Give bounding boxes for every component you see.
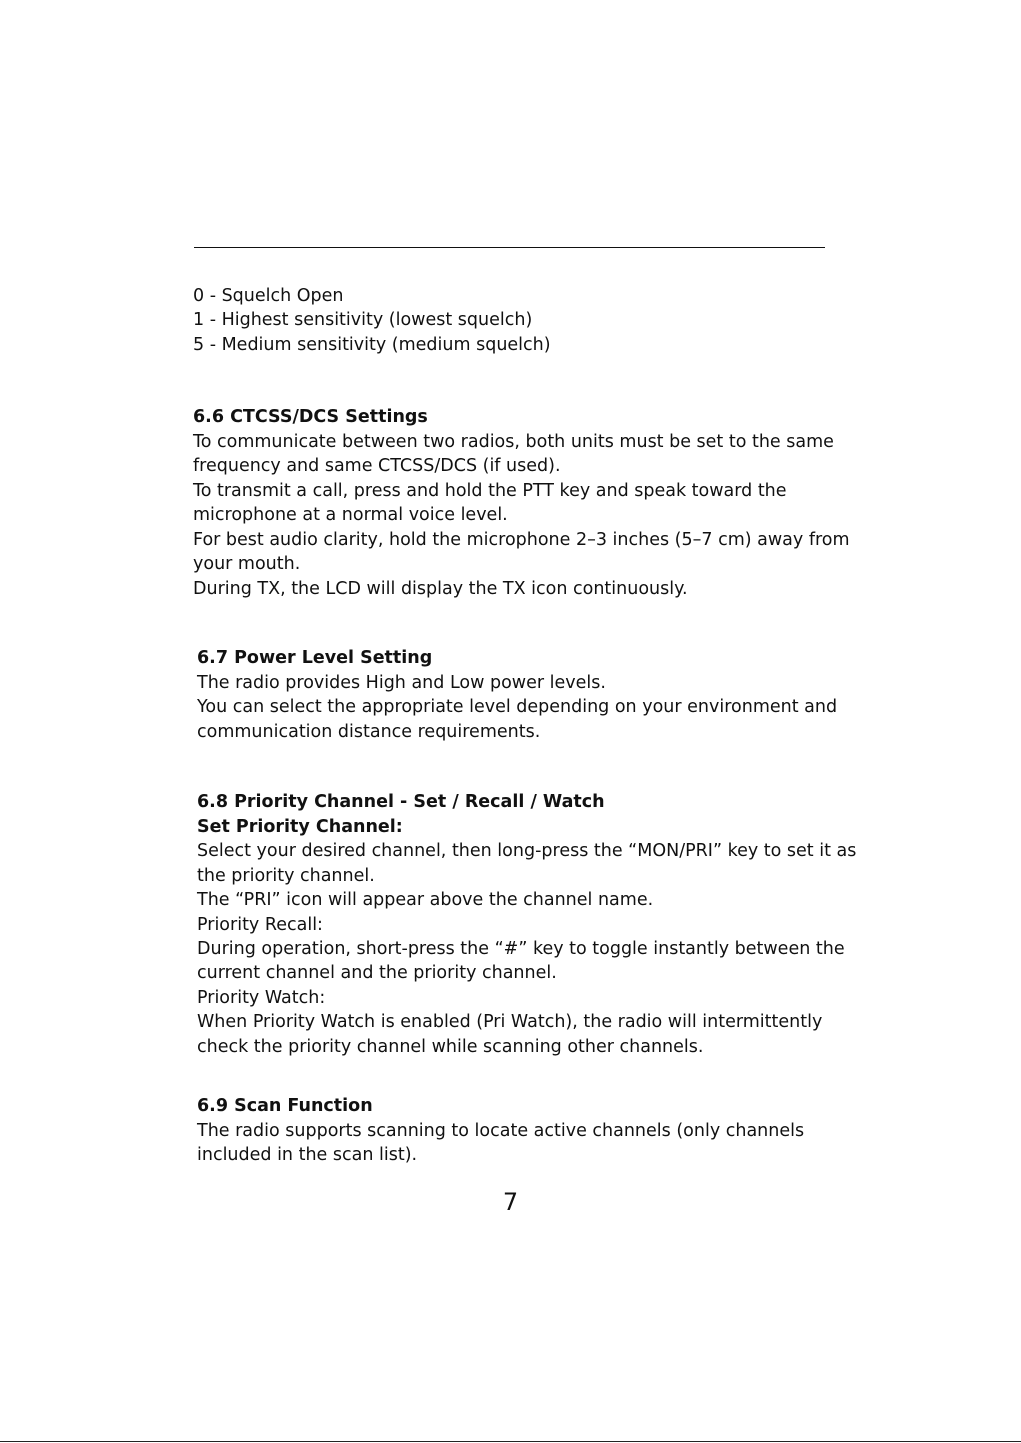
priority-line: During operation, short-press the “#” key to toggle instantly between the [197,939,845,959]
ctcss-line: For best audio clarity, hold the microphone 2–3 inches (5–7 cm) away from [193,530,850,550]
section-heading-scan: 6.9 Scan Function [197,1096,373,1116]
subheading-set-priority: Set Priority Channel: [197,817,403,837]
squelch-level-1: 1 - Highest sensitivity (lowest squelch) [193,310,533,330]
power-line: You can select the appropriate level depending on your environment and [197,697,838,717]
section-heading-priority: 6.8 Priority Channel - Set / Recall / Watch [197,792,605,812]
squelch-level-0: 0 - Squelch Open [193,286,344,306]
header-rule [194,247,825,248]
ctcss-line: your mouth. [193,554,301,574]
priority-line: the priority channel. [197,866,375,886]
ctcss-line: To communicate between two radios, both units must be set to the same [193,432,834,452]
ctcss-line: microphone at a normal voice level. [193,505,508,525]
scan-line: included in the scan list). [197,1145,418,1165]
priority-line: check the priority channel while scanning other channels. [197,1037,704,1057]
ctcss-line: During TX, the LCD will display the TX icon continuously. [193,579,688,599]
priority-line: Select your desired channel, then long-press the “MON/PRI” key to set it as [197,841,857,861]
footer-rule [0,1441,1021,1442]
priority-line: When Priority Watch is enabled (Pri Watch), the radio will intermittently [197,1012,823,1032]
squelch-level-5: 5 - Medium sensitivity (medium squelch) [193,335,551,355]
section-heading-power: 6.7 Power Level Setting [197,648,433,668]
power-line: The radio provides High and Low power levels. [197,673,606,693]
ctcss-line: frequency and same CTCSS/DCS (if used). [193,456,561,476]
ctcss-line: To transmit a call, press and hold the PTT key and speak toward the [193,481,787,501]
priority-watch-label: Priority Watch: [197,988,326,1008]
priority-line: The “PRI” icon will appear above the channel name. [197,890,654,910]
scan-line: The radio supports scanning to locate active channels (only channels [197,1121,805,1141]
power-line: communication distance requirements. [197,722,541,742]
priority-recall-label: Priority Recall: [197,915,323,935]
page-number: 7 [502,1188,519,1216]
section-heading-ctcss: 6.6 CTCSS/DCS Settings [193,407,428,427]
priority-line: current channel and the priority channel. [197,963,557,983]
